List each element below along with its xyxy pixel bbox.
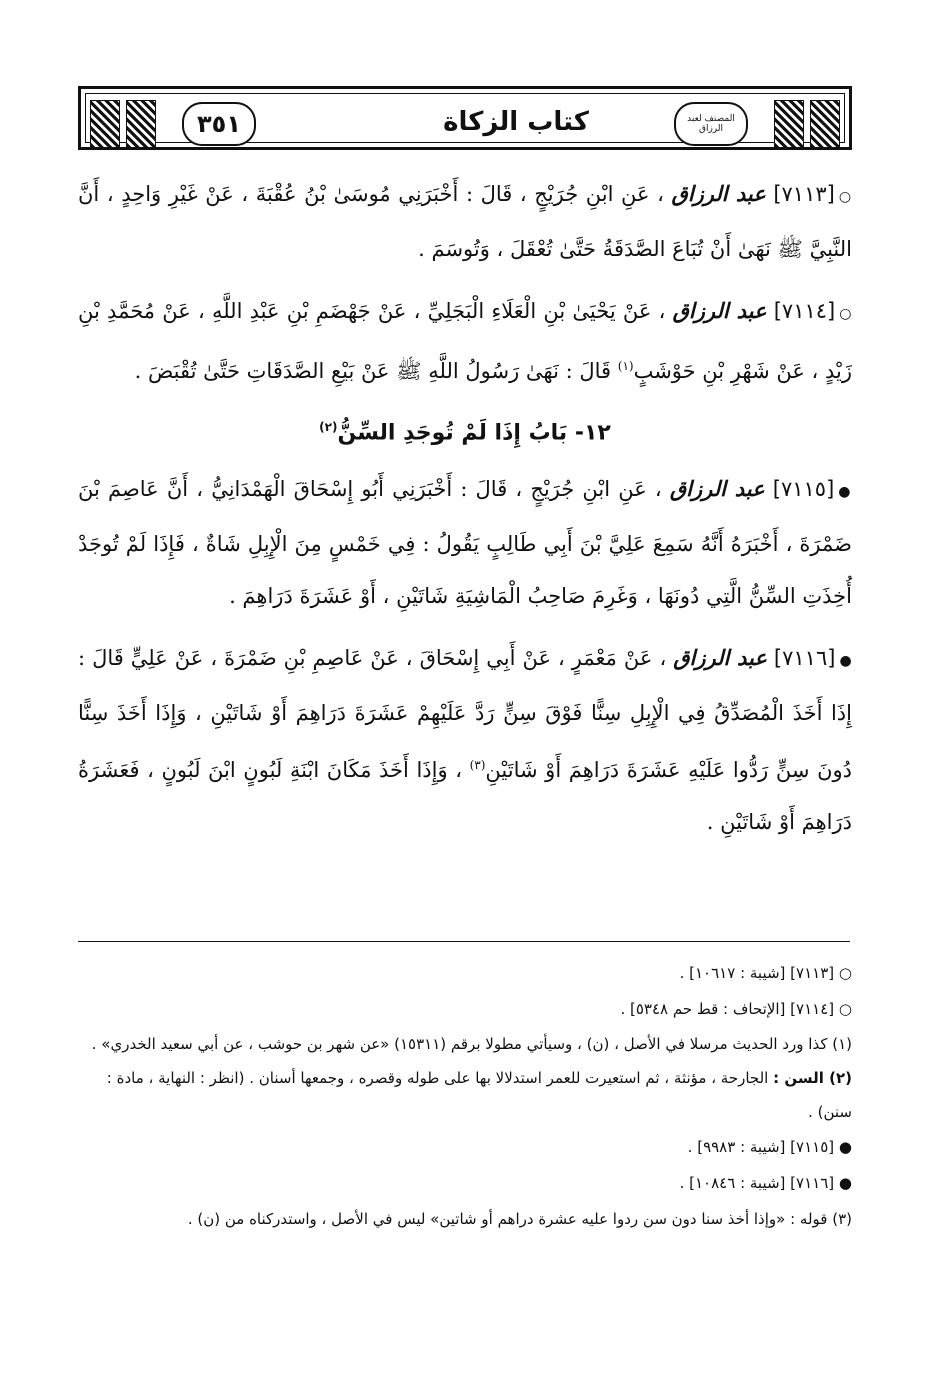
footnote-divider (78, 941, 850, 942)
filled-circle-icon: ● (838, 484, 852, 501)
footnote-ref[interactable]: (١) (617, 359, 634, 373)
filled-circle-icon: ● (838, 1138, 852, 1156)
open-circle-icon: ○ (838, 189, 852, 205)
footnote-text: [٧١١٥] [شيبة : ٩٩٨٣] . (687, 1138, 835, 1156)
chapter-title: ١٢- بَابُ إِذَا لَمْ تُوجَدِ السِّنُّ (337, 420, 611, 446)
chapter-heading (78, 407, 852, 453)
hadith-entry (78, 632, 852, 848)
hadith-text: ، عَنْ مَعْمَرٍ ، عَنْ أَبِي إِسْحَاقَ ، عَنْ عَاصِمِ بْنِ ضَمْرَةَ ، عَنْ عَلِيٍّ قَالَ : إِذَا أَخَذَ الْمُصَدِّقُ فِي الْإِبِلِ سِنًّا فَوْقَ سِنٍّ رَدَّ عَلَيْهِمْ عَشَرَةَ دَرَاهِمَ أَوْ شَاتَيْنِ ، وَإِذَا أَخَذَ سِنًّا دُونَ سِنٍّ رَدُّوا عَلَيْهِ عَشَرَةَ دَرَاهِمَ أَوْ شَاتَيْنِ (78, 646, 852, 783)
footnotes (78, 955, 852, 1237)
footnote-text: [٧١١٤] [الإتحاف : قط حم ٥٣٤٨] . (620, 1000, 835, 1018)
footnote-text: (١) كذا ورد الحديث مرسلا في الأصل ، (ن) ، وسيأتي مطولا برقم (١٥٣١١) «عن شهر بن حوشب ، عن أبي سعيد الخدري» . (91, 1035, 852, 1053)
header-frame (85, 93, 845, 143)
footnote-text: الجارحة ، مؤنثة ، ثم استعيرت للعمر استدلالا بها على طوله وقصره ، وجمعها أسنان . (انظر : النهاية ، مادة : سنن) . (106, 1069, 852, 1121)
hadith-text: ، عَنْ يَحْيَىٰ بْنِ الْعَلَاءِ الْبَجَلِيِّ ، عَنْ جَهْضَمِ بْنِ عَبْدِ اللَّهِ ، عَنْ مُحَمَّدِ بْنِ زَيْدٍ ، عَنْ شَهْرِ بْنِ حَوْشَبٍ (78, 299, 852, 383)
book-logo: المصنف لعبد الرزاق (674, 102, 748, 146)
hadith-number: [٧١١٦] (773, 646, 836, 671)
footnote-item (78, 1027, 852, 1061)
footnote-text: [٧١١٣] [شيبة : ١٠٦١٧] . (679, 964, 835, 982)
hadith-text: ، عَنِ ابْنِ جُرَيْجٍ ، قَالَ : أَخْبَرَنِي مُوسَىٰ بْنُ عُقْبَةَ ، عَنْ غَيْرِ وَاحِدٍ ، أَنَّ النَّبِيَّ ﷺ نَهَىٰ أَنْ تُبَاعَ الصَّدَقَةُ حَتَّىٰ تُعْقَلَ ، وَتُوسَمَ . (78, 182, 852, 261)
hadith-number: [٧١١٣] (773, 182, 835, 206)
main-text (78, 168, 852, 858)
footnote-item (78, 1165, 852, 1201)
author-name: عبد الرزاق (673, 645, 767, 671)
hadith-number: [٧١١٥] (772, 477, 835, 502)
filled-circle-icon: ● (839, 653, 852, 670)
author-name: عبد الرزاق (669, 476, 765, 502)
footnote-item (78, 1061, 852, 1129)
open-circle-icon: ○ (839, 306, 853, 322)
hadith-text: ، عَنِ ابْنِ جُرَيْجٍ ، قَالَ : أَخْبَرَنِي أَبُو إِسْحَاقَ الْهَمْدَانِيُّ ، أَنَّ عَاصِمَ بْنَ ضَمْرَةَ ، أَخْبَرَهُ أَنَّهُ سَمِعَ عَلِيَّ بْنَ أَبِي طَالِبٍ يَقُولُ : فِي خَمْسٍ مِنَ الْإِبِلِ شَاةٌ ، فَإِذَا لَمْ تُوجَدْ أُخِذَتِ السِّنُّ الَّتِي دُونَهَا ، وَغَرِمَ صَاحِبُ الْمَاشِيَةِ شَاتَيْنِ ، أَوْ عَشَرَةَ دَرَاهِمَ . (78, 477, 852, 609)
author-name: عبد الرزاق (671, 181, 766, 206)
footnote-label: (٢) السن : (773, 1069, 852, 1087)
hadith-text-cont: ، وَإِذَا أَخَذَ مَكَانَ ابْنَةِ لَبُونٍ ابْنَ لَبُونٍ ، فَعَشَرَةُ دَرَاهِمَ أَوْ شَاتَيْنِ . (78, 758, 852, 835)
hadith-entry (78, 463, 852, 622)
footnote-item (78, 1129, 852, 1165)
hadith-text-cont: قَالَ : نَهَىٰ رَسُولُ اللَّهِ ﷺ عَنْ بَيْعِ الصَّدَقَاتِ حَتَّىٰ تُقْبَضَ . (134, 359, 612, 383)
open-circle-icon: ○ (838, 1000, 852, 1018)
footnote-item (78, 991, 852, 1027)
ornament-right-icon (810, 100, 840, 148)
open-circle-icon: ○ (838, 964, 852, 982)
hadith-number: [٧١١٤] (773, 299, 836, 323)
ornament-left-inner-icon (126, 100, 156, 148)
filled-circle-icon: ● (838, 1174, 852, 1192)
hadith-entry (78, 285, 852, 397)
page-number: ٣٥١ (182, 102, 256, 146)
book-title: كتاب الزكاة (443, 107, 589, 137)
footnote-ref[interactable]: (٢) (319, 420, 338, 434)
footnote-text: [٧١١٦] [شيبة : ١٠٨٤٦] . (679, 1174, 835, 1192)
footnote-item (78, 955, 852, 991)
ornament-right-inner-icon (774, 100, 804, 148)
footnote-ref[interactable]: (٣) (469, 758, 486, 773)
hadith-entry (78, 168, 852, 275)
footnote-text: (٣) قوله : «وإذا أخذ سنا دون سن ردوا عليه عشرة دراهم أو شاتين» ليس في الأصل ، واستدركناه من (ن) . (187, 1210, 852, 1228)
author-name: عبد الرزاق (672, 298, 767, 323)
page-header (78, 86, 852, 150)
footnote-item (78, 1201, 852, 1237)
ornament-left-icon (90, 100, 120, 148)
